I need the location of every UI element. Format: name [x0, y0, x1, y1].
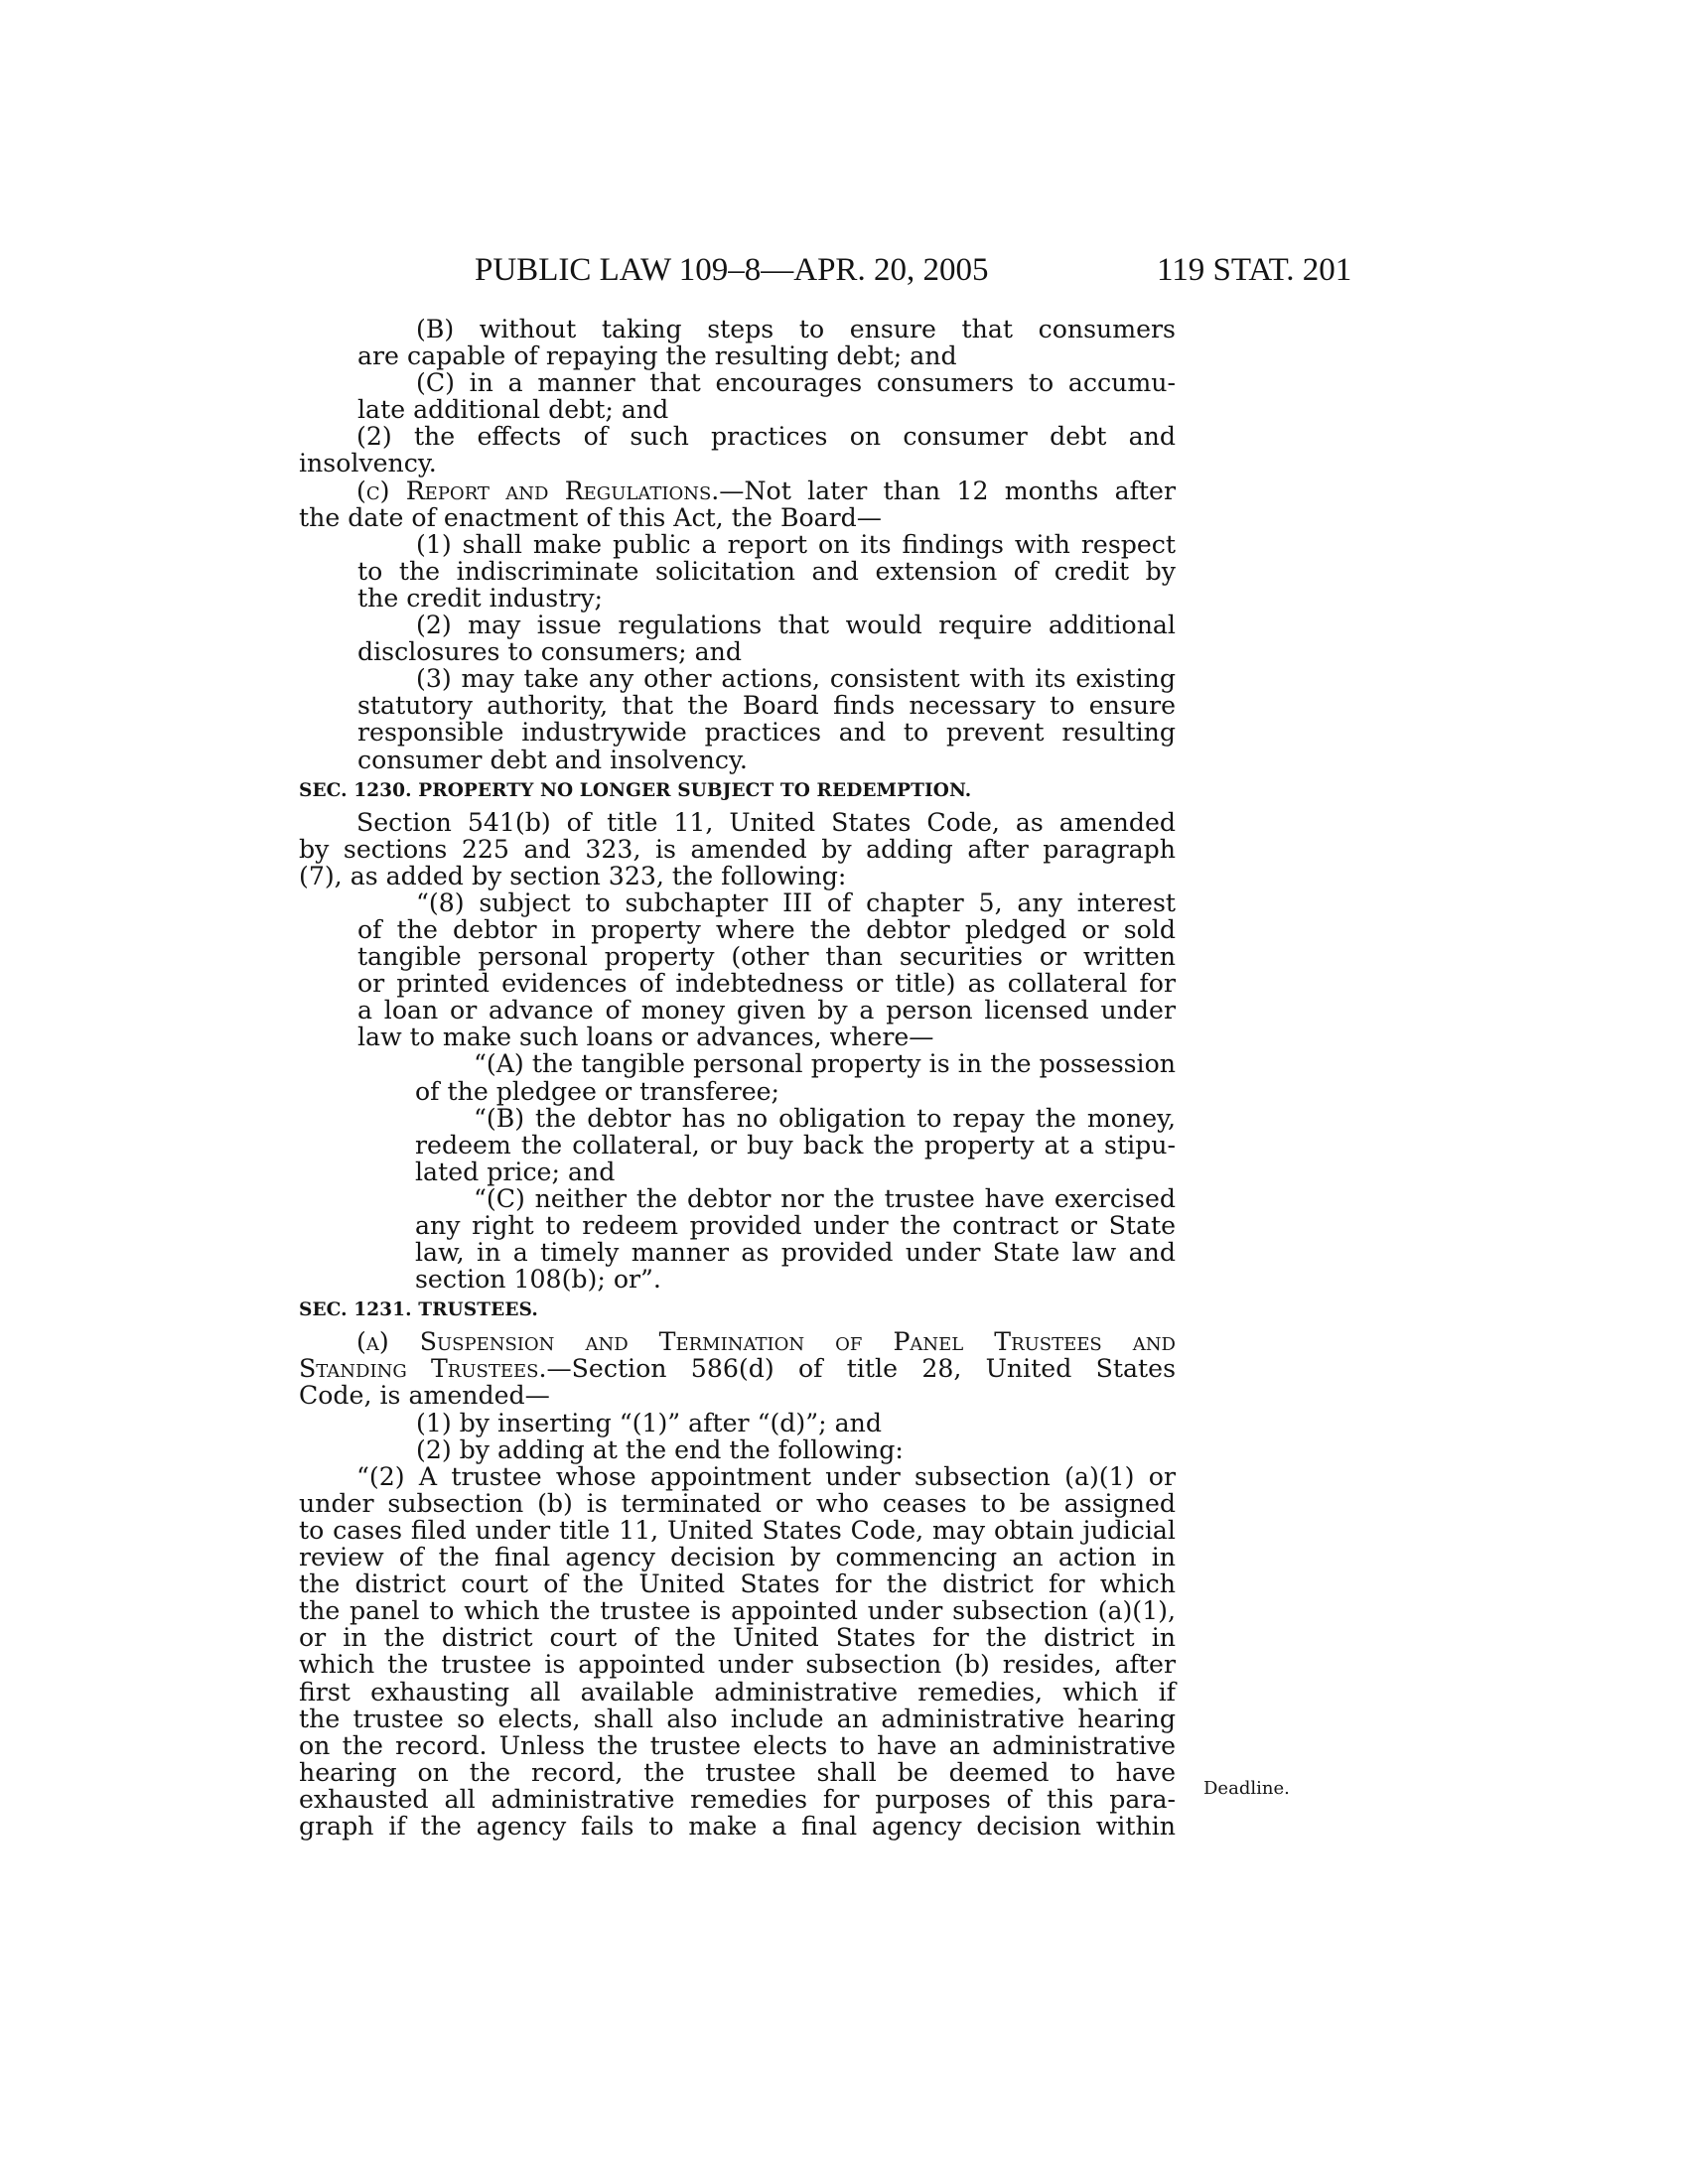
- text-line: tangible personal property (other than securities or written: [357, 942, 1176, 972]
- text-line: late additional debt; and: [357, 395, 669, 425]
- text-line: (1) by inserting “(1)” after “(d)”; and: [416, 1408, 882, 1437]
- statute-page-number: 119 STAT. 201: [1157, 252, 1352, 288]
- subsection-a-text: —Section 586(d) of title 28, United States: [546, 1354, 1176, 1384]
- text-line: on the record. Unless the trustee elects to have an administrative: [299, 1730, 1176, 1760]
- text-line: or printed evidences of indebtedness or title) as collateral for: [357, 969, 1176, 999]
- subsection-a: [299, 1328, 1176, 1409]
- text-line: “(2) A trustee whose appointment under subsection (a)(1) or: [356, 1461, 1176, 1491]
- subsection-c-text: —Not later than 12 months after: [719, 476, 1177, 505]
- text-line: “(C) neither the debtor nor the trustee have exercised: [474, 1183, 1176, 1213]
- paragraph-a-1: [299, 1410, 1176, 1436]
- text-line: (2) by adding at the end the following:: [416, 1434, 904, 1464]
- text-line: section 108(b); or”.: [415, 1265, 661, 1295]
- text-line: (3) may take any other actions, consistent with its existing: [416, 664, 1176, 694]
- paragraph-2: [299, 423, 1176, 477]
- quoted-paragraph-8: [299, 889, 1176, 1051]
- text-line: (2) the effects of such practices on consumer debt and: [356, 422, 1176, 452]
- quoted-subparagraph-c: [299, 1185, 1176, 1293]
- margin-note-deadline: Deadline.: [1203, 1778, 1290, 1799]
- text-line: disclosures to consumers; and: [357, 637, 742, 667]
- text-line: lated price; and: [415, 1157, 616, 1186]
- text-line: by sections 225 and 323, is amended by adding after paragraph: [299, 834, 1176, 864]
- document-body: [299, 316, 1176, 1840]
- text-line: redeem the collateral, or buy back the property at a stipu-: [415, 1130, 1176, 1160]
- quoted-paragraph-2: [299, 1463, 1176, 1840]
- text-line: are capable of repaying the resulting debt; and: [357, 341, 957, 371]
- text-line: a loan or advance of money given by a person licensed under: [357, 996, 1176, 1025]
- section-1230-text: [299, 809, 1176, 889]
- page-header: [0, 250, 1688, 290]
- text-line: law to make such loans or advances, where—: [357, 1023, 934, 1052]
- text-line: under subsection (b) is terminated or who ceases to be assigned: [299, 1488, 1176, 1518]
- text-line: or in the district court of the United States for the district in: [299, 1623, 1176, 1653]
- text-line: law, in a timely manner as provided under State law and: [415, 1238, 1176, 1268]
- text-line: [299, 1355, 1176, 1382]
- text-line: hearing on the record, the trustee shall be deemed to have: [299, 1757, 1176, 1787]
- paragraph-c1: [299, 369, 1176, 423]
- text-line: responsible industrywide practices and to prevent resulting: [357, 718, 1176, 748]
- text-line: exhausted all administrative remedies for purposes of this para-: [299, 1784, 1176, 1814]
- text-line: any right to redeem provided under the contract or State: [415, 1211, 1176, 1240]
- text-line: consumer debt and insolvency.: [357, 745, 748, 774]
- text-line: first exhausting all available administrative remedies, which if: [299, 1677, 1176, 1706]
- subsection-a-heading: (a) Suspension and Termination of Panel Trustees and: [356, 1327, 1176, 1357]
- text-line: insolvency.: [299, 449, 437, 478]
- text-line: (B) without taking steps to ensure that consumers: [416, 315, 1176, 343]
- text-line: review of the final agency decision by commencing an action in: [299, 1543, 1176, 1572]
- running-head-title: PUBLIC LAW 109–8—APR. 20, 2005: [475, 252, 989, 288]
- text-line: (7), as added by section 323, the following:: [299, 861, 847, 890]
- text-line: Code, is amended—: [299, 1381, 550, 1411]
- text-line: the panel to which the trustee is appointed under subsection (a)(1),: [299, 1596, 1176, 1626]
- paragraph-c-1: [299, 531, 1176, 612]
- text-line: “(8) subject to subchapter III of chapter 5, any interest: [416, 887, 1176, 917]
- section-1231-heading: SEC. 1231. TRUSTEES.: [299, 1299, 538, 1321]
- text-line: the credit industry;: [357, 583, 604, 613]
- text-line: the district court of the United States for the district for which: [299, 1570, 1176, 1599]
- text-line: graph if the agency fails to make a final agency decision within: [299, 1811, 1176, 1841]
- paragraph-c-3: [299, 665, 1176, 772]
- paragraph-b1: [299, 316, 1176, 369]
- subsection-c: [299, 478, 1176, 531]
- text-line: statutory authority, that the Board finds necessary to ensure: [357, 691, 1176, 721]
- text-line: (2) may issue regulations that would require additional: [416, 611, 1176, 640]
- text-line: “(B) the debtor has no obligation to repay the money,: [474, 1103, 1176, 1133]
- text-line: (C) in a manner that encourages consumers to accumu-: [416, 368, 1176, 398]
- text-line: to cases filed under title 11, United States Code, may obtain judicial: [299, 1515, 1176, 1545]
- subsection-c-heading: (c) Report and Regulations.: [356, 476, 720, 505]
- text-line: “(A) the tangible personal property is in the possession: [474, 1049, 1176, 1079]
- text-line: Section 541(b) of title 11, United States Code, as amended: [356, 807, 1176, 837]
- text-line: to the indiscriminate solicitation and extension of credit by: [357, 556, 1176, 586]
- quoted-subparagraph-a: [299, 1050, 1176, 1104]
- paragraph-c-2: [299, 612, 1176, 665]
- quoted-subparagraph-b: [299, 1105, 1176, 1185]
- text-line: which the trustee is appointed under subsection (b) resides, after: [299, 1650, 1176, 1680]
- section-1230-heading: SEC. 1230. PROPERTY NO LONGER SUBJECT TO REDEMPTION.: [299, 779, 972, 801]
- subsection-a-heading-cont: Standing Trustees.: [299, 1354, 547, 1384]
- text-line: of the pledgee or transferee;: [415, 1076, 780, 1106]
- text-line: [299, 478, 1176, 504]
- text-line: the trustee so elects, shall also include an administrative hearing: [299, 1704, 1176, 1733]
- text-line: (1) shall make public a report on its findings with respect: [416, 529, 1176, 559]
- text-line: the date of enactment of this Act, the Board—: [299, 502, 882, 532]
- text-line: of the debtor in property where the debtor pledged or sold: [357, 914, 1176, 944]
- paragraph-a-2: [299, 1436, 1176, 1463]
